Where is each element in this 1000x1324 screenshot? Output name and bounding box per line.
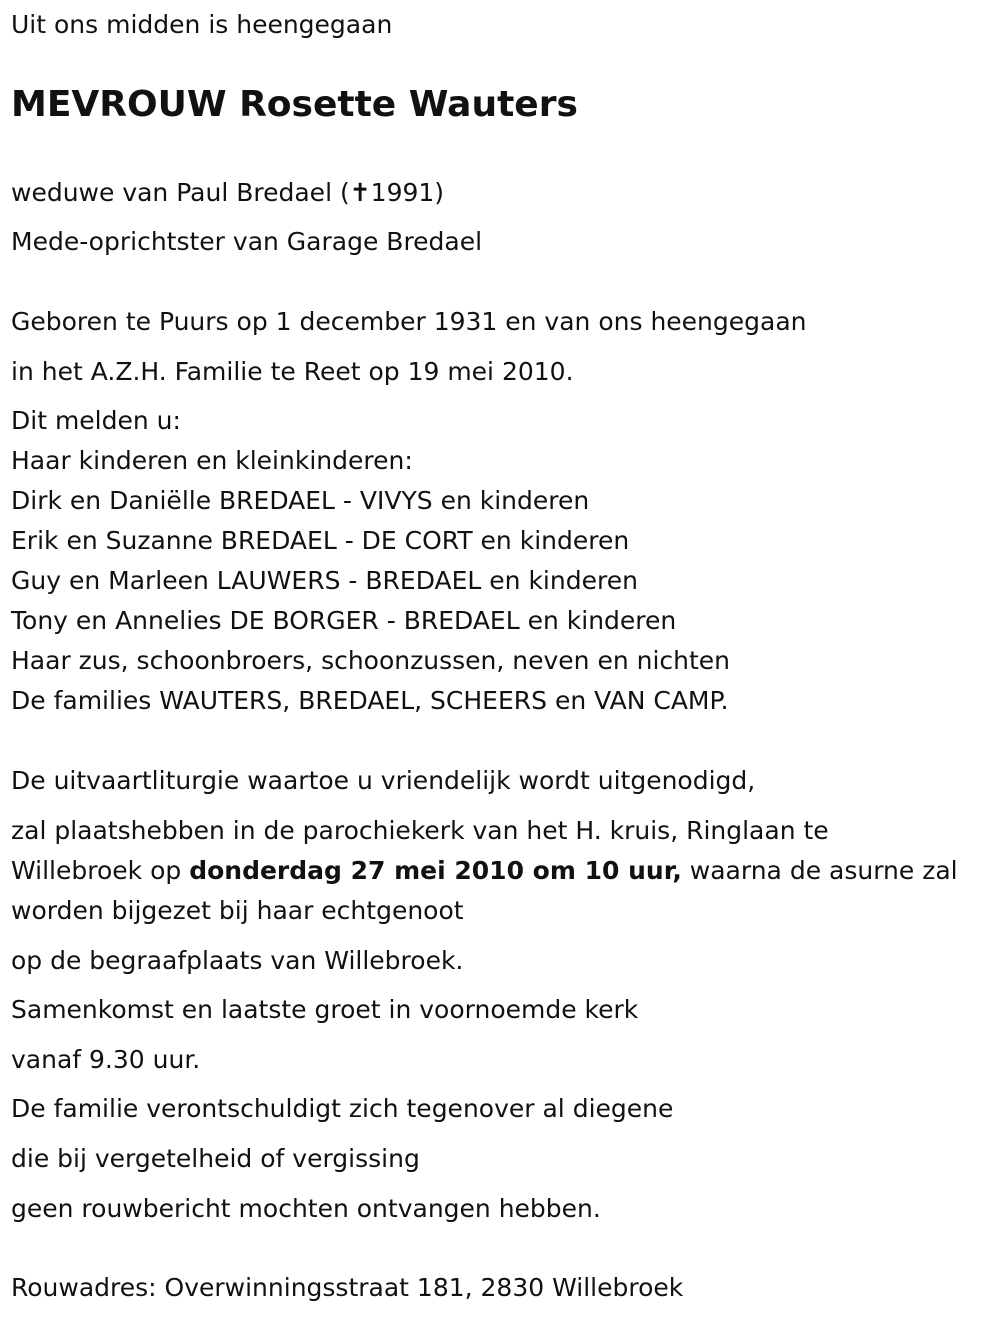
widow-line <box>11 173 444 213</box>
widow-prefix: weduwe van Paul Bredael ( <box>11 178 350 207</box>
apology-line-2: die bij vergetelheid of vergissing <box>11 1144 420 1173</box>
family-line: Tony en Annelies DE BORGER - BREDAEL en kinderen <box>11 606 677 635</box>
role-text: Mede-oprichtster van Garage Bredael <box>11 227 483 256</box>
intro-text: Uit ons midden is heengegaan <box>11 10 393 39</box>
children-heading: Haar kinderen en kleinkinderen: <box>11 446 413 475</box>
family-line: Haar zus, schoonbroers, schoonzussen, neven en nichten <box>11 646 731 675</box>
widow-year: 1991) <box>370 178 445 207</box>
family-line: Dirk en Daniëlle BREDAEL - VIVYS en kinderen <box>11 486 590 515</box>
family-line: Guy en Marleen LAUWERS - BREDAEL en kinderen <box>11 566 638 595</box>
mourning-address: Rouwadres: Overwinningsstraat 181, 2830 Willebroek <box>11 1273 684 1302</box>
funeral-line-3 <box>11 851 958 891</box>
funeral-place: Willebroek op <box>11 856 190 885</box>
birth-line-1: Geboren te Puurs op 1 december 1931 en van ons heengegaan <box>11 307 807 336</box>
funeral-line-1: De uitvaartliturgie waartoe u vriendelijk wordt uitgenodigd, <box>11 766 756 795</box>
announce-text: Dit melden u: <box>11 406 181 435</box>
funeral-urn: waarna de asurne zal <box>681 856 958 885</box>
funeral-date: donderdag 27 mei 2010 om 10 uur, <box>189 856 682 885</box>
funeral-line-2: zal plaatshebben in de parochiekerk van het H. kruis, Ringlaan te <box>11 816 829 845</box>
gathering-line-1: Samenkomst en laatste groet in voornoemde kerk <box>11 995 639 1024</box>
funeral-line-4: worden bijgezet bij haar echtgenoot <box>11 896 464 925</box>
funeral-line-5: op de begraafplaats van Willebroek. <box>11 946 464 975</box>
birth-line-2: in het A.Z.H. Familie te Reet op 19 mei 2010. <box>11 357 574 386</box>
cross-icon: ✝ <box>349 178 371 207</box>
gathering-line-2: vanaf 9.30 uur. <box>11 1045 201 1074</box>
family-line: De families WAUTERS, BREDAEL, SCHEERS en VAN CAMP. <box>11 686 729 715</box>
apology-line-1: De familie verontschuldigt zich tegenover al diegene <box>11 1094 674 1123</box>
family-line: Erik en Suzanne BREDAEL - DE CORT en kinderen <box>11 526 630 555</box>
apology-line-3: geen rouwbericht mochten ontvangen hebben. <box>11 1194 601 1223</box>
deceased-name: MEVROUW Rosette Wauters <box>11 84 578 125</box>
